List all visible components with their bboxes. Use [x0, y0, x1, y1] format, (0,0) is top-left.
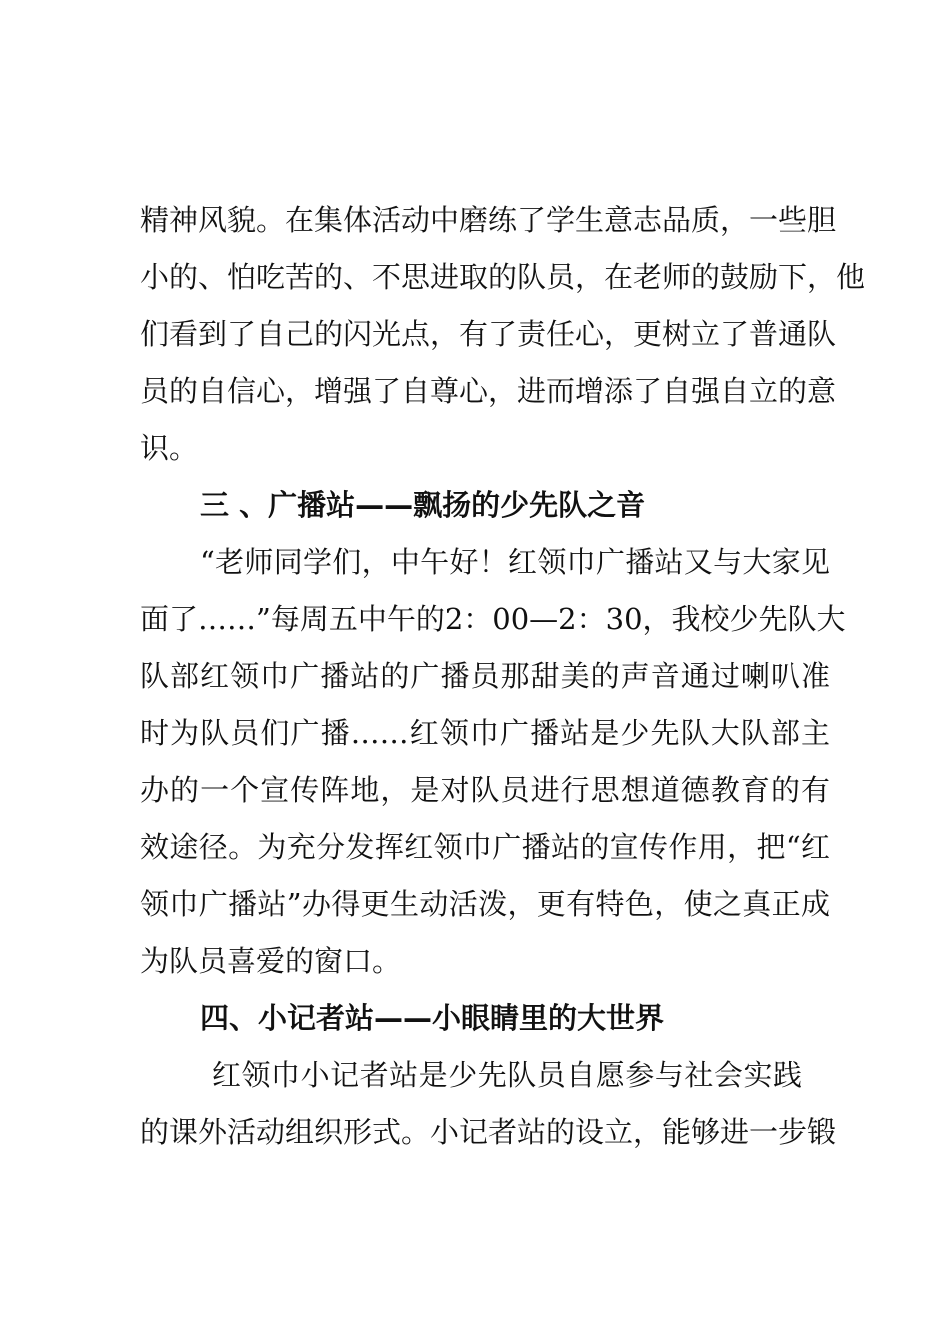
section3-line-6: 效途径。为充分发挥红领巾广播站的宣传作用，把“红: [140, 830, 830, 864]
paragraph1-line-3: 们看到了自己的闪光点，有了责任心，更树立了普通队: [140, 317, 837, 351]
section3-heading: 三 、广播站——飘扬的少先队之音: [200, 488, 646, 522]
section3-line-5: 办的一个宣传阵地，是对队员进行思想道德教育的有: [140, 773, 830, 807]
section4-heading: 四、小记者站——小眼睛里的大世界: [200, 1001, 665, 1035]
section3-line-7: 领巾广播站”办得更生动活泼，更有特色，使之真正成: [140, 887, 830, 921]
paragraph1-line-2: 小的、怕吃苦的、不思进取的队员，在老师的鼓励下，他: [140, 260, 866, 294]
section4-line-1: 红领巾小记者站是少先队员自愿参与社会实践: [212, 1058, 802, 1092]
section3-line-2: 面了……”每周五中午的2：00—2：30，我校少先队大: [140, 602, 846, 636]
section3-line-1: “老师同学们，中午好！红领巾广播站又与大家见: [200, 545, 830, 579]
paragraph1-line-5: 识。: [140, 431, 199, 465]
section3-line-3: 队部红领巾广播站的广播员那甜美的声音通过喇叭准: [140, 659, 830, 693]
section3-line-8: 为队员喜爱的窗口。: [140, 944, 402, 978]
paragraph1-line-1: 精神风貌。在集体活动中磨练了学生意志品质，一些胆: [140, 203, 837, 237]
section3-line-4: 时为队员们广播……红领巾广播站是少先队大队部主: [140, 716, 830, 750]
paragraph1-line-4: 员的自信心，增强了自尊心，进而增添了自强自立的意: [140, 374, 837, 408]
section4-line-2: 的课外活动组织形式。小记者站的设立，能够进一步锻: [140, 1115, 837, 1149]
